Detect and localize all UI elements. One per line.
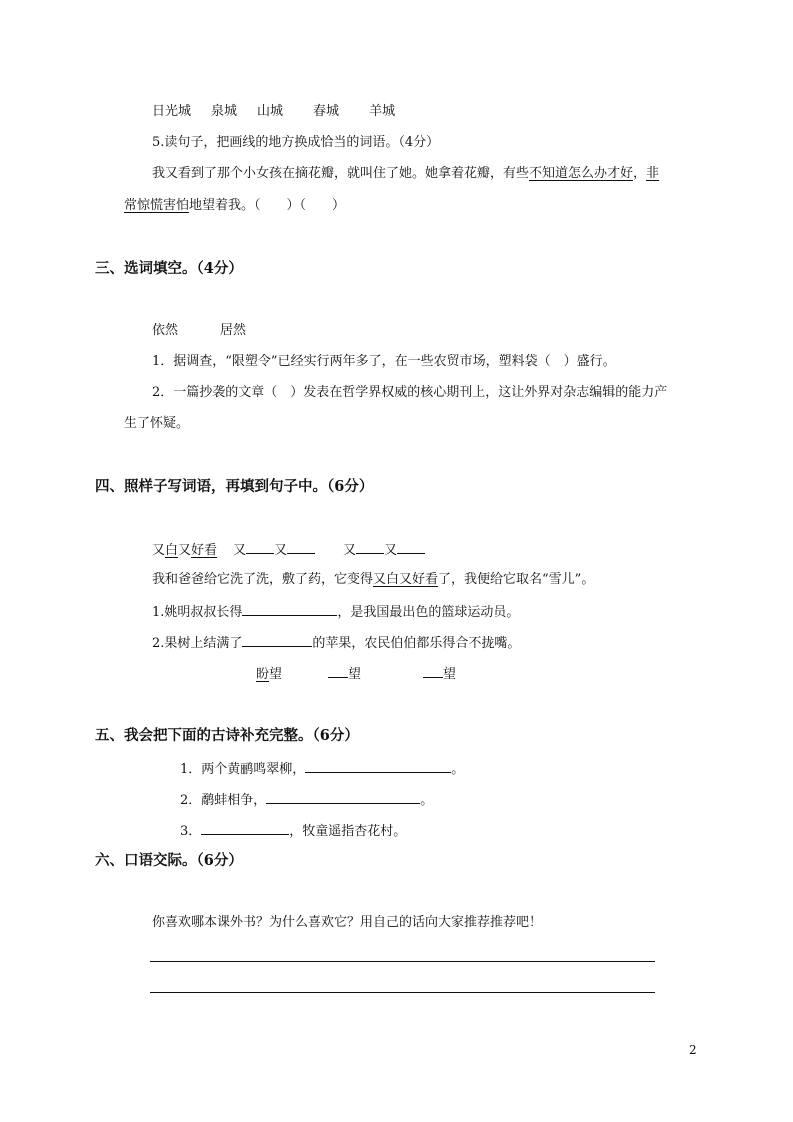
- underlined-phrase: 不知道怎么办才好: [529, 166, 634, 181]
- choice-word: 依然: [152, 323, 179, 338]
- s3-question-2-line1: 2．一篇抄袭的文章（ ）发表在哲学界权威的核心期刊上，这让外界对杂志编辑的能力产: [152, 385, 668, 400]
- blank-line[interactable]: [356, 541, 384, 554]
- underlined-word: 好看: [191, 543, 218, 558]
- page-number: 2: [689, 1043, 697, 1057]
- poem-line-3: 3． ，牧童遥指杏花村。: [180, 824, 407, 839]
- blank-line[interactable]: [246, 541, 274, 554]
- city-word: 羊城: [369, 104, 396, 119]
- s4-question-1: 1.姚明叔叔长得 ，是我国最出色的篮球运动员。: [152, 605, 520, 620]
- blank-line[interactable]: [397, 541, 425, 554]
- wang-row: 盼望 望 望: [256, 667, 457, 682]
- word-choices: [152, 323, 246, 339]
- underlined-phrase: 常惊慌害怕: [124, 198, 190, 213]
- poem-line-2: 2．鹬蚌相争， 。: [180, 793, 434, 808]
- city-word: 泉城: [211, 104, 238, 119]
- pattern-row: 又白又好看 又 又 又 又: [152, 541, 425, 559]
- blank-line[interactable]: [201, 822, 289, 835]
- underlined-word: 白: [165, 543, 179, 558]
- blank-line[interactable]: [242, 603, 337, 616]
- s3-question-2-line2: 生了怀疑。: [124, 416, 190, 431]
- section-5-heading: 五、我会把下面的古诗补充完整。（6分）: [95, 727, 359, 744]
- underlined-char: 盼: [256, 667, 270, 682]
- answer-line[interactable]: [150, 961, 655, 962]
- section-3-heading: 三、选词填空。（4分）: [95, 260, 243, 277]
- q5-sentence-line1: 我又看到了那个小女孩在摘花瓣，就叫住了她。她拿着花瓣，有些不知道怎么办才好，非: [152, 166, 660, 181]
- blank-line[interactable]: [266, 791, 420, 804]
- poem-line-1: 1．两个黄鹂鸣翠柳， 。: [180, 762, 465, 777]
- city-word: 日光城: [152, 104, 192, 119]
- blank-line[interactable]: [423, 665, 443, 678]
- choice-word: 居然: [220, 323, 247, 338]
- blank-line[interactable]: [328, 665, 348, 678]
- blank-line[interactable]: [287, 541, 315, 554]
- city-list: [152, 104, 395, 120]
- city-word: 山城: [257, 104, 284, 119]
- city-word: 春城: [313, 104, 340, 119]
- section-6-heading: 六、口语交际。（6分）: [95, 852, 243, 869]
- q5-sentence-line2: 常惊慌害怕地望着我。（ ）（ ）: [124, 198, 346, 213]
- section-4-heading: 四、照样子写词语，再填到句子中。（6分）: [95, 478, 374, 495]
- s4-question-2: 2.果树上结满了 的苹果，农民伯伯都乐得合不拢嘴。: [152, 636, 521, 651]
- blank-line[interactable]: [242, 634, 312, 647]
- pattern-sentence: 我和爸爸给它洗了洗，敷了药，它变得又白又好看了，我便给它取名“雪儿”。: [152, 572, 595, 587]
- underlined-phrase: 又白又好看: [373, 572, 439, 587]
- s6-prompt: 你喜欢哪本课外书？为什么喜欢它？用自己的话向大家推荐推荐吧！: [152, 915, 543, 930]
- answer-line[interactable]: [150, 992, 655, 993]
- underlined-phrase: 非: [646, 166, 660, 181]
- q5-title: 5.读句子，把画线的地方换成恰当的词语。（4分）: [152, 135, 440, 150]
- blank-line[interactable]: [305, 760, 451, 773]
- s3-question-1: 1．据调查，“限塑令”已经实行两年多了，在一些农贸市场，塑料袋（ ）盛行。: [152, 354, 616, 369]
